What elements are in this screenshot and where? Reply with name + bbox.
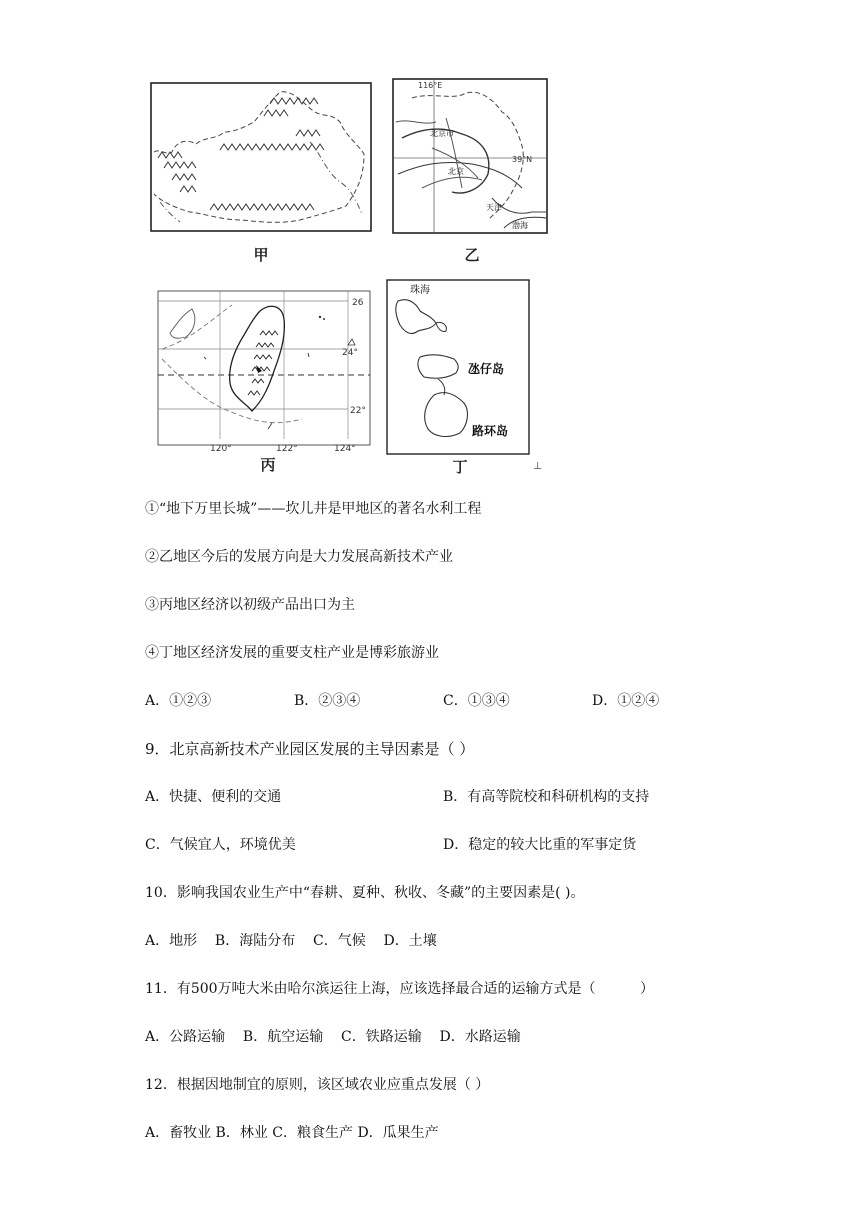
statement-2: ②乙地区今后的发展方向是大力发展高新技术产业 xyxy=(145,549,453,565)
q9-option-b: B．有高等院校和科研机构的支持 xyxy=(443,789,650,805)
small-mark: ⊥ xyxy=(533,461,543,472)
q8-option-b: B．②③④ xyxy=(294,693,361,709)
q8-option-a: A．①②③ xyxy=(145,693,212,709)
q9-stem: 9．北京高新技术产业园区发展的主导因素是（ ） xyxy=(145,740,475,758)
q11-stem: 11．有500万吨大米由哈尔滨运往上海，应该选择最合适的运输方式是（ ） xyxy=(145,981,655,997)
map-bing-caption: 丙 xyxy=(260,456,276,474)
bing-lat-26: 26 xyxy=(352,298,364,308)
statement-3: ③丙地区经济以初级产品出口为主 xyxy=(145,597,355,613)
q12-options: A．畜牧业 B．林业 C．粮食生产 D．瓜果生产 xyxy=(145,1125,439,1141)
map-bing xyxy=(152,289,378,453)
q12-stem: 12．根据因地制宜的原则，该区域农业应重点发展（ ） xyxy=(145,1077,490,1093)
bing-lon-124: 124° xyxy=(334,444,356,453)
q9-option-c: C．气候宜人，环境优美 xyxy=(145,837,296,853)
q9-option-d: D．稳定的较大比重的军事定货 xyxy=(443,837,637,853)
yi-city-tianjin: 天津 xyxy=(486,203,502,212)
ding-coloane: 路环岛 xyxy=(472,424,509,438)
map-jia xyxy=(150,82,372,232)
map-ding-caption: 丁 xyxy=(452,458,468,476)
q10-stem: 10．影响我国农业生产中“春耕、夏种、秋收、冬藏”的主要因素是( )。 xyxy=(145,885,585,901)
bing-lat-24: 24° xyxy=(342,348,358,358)
statement-4: ④丁地区经济发展的重要支柱产业是博彩旅游业 xyxy=(145,645,439,661)
yi-sea-bohai: 渤海 xyxy=(512,221,528,230)
map-ding xyxy=(386,279,530,455)
yi-lat-label: 39°N xyxy=(512,155,533,164)
ding-taipa: 氹仔岛 xyxy=(468,362,505,376)
q10-options: A．地形 B．海陆分布 C．气候 D．土壤 xyxy=(145,933,437,949)
q8-option-c: C．①③④ xyxy=(443,693,510,709)
bing-lon-122: 122° xyxy=(276,444,298,453)
q9-option-a: A．快捷、便利的交通 xyxy=(145,789,282,805)
statement-1: ①“地下万里长城”——坎儿井是甲地区的著名水利工程 xyxy=(145,501,482,517)
yi-lon-label: 116°E xyxy=(418,81,443,90)
bing-lat-22: 22° xyxy=(350,406,366,416)
yi-city-beijing: 北京 xyxy=(448,167,464,176)
ding-zhuhai: 珠海 xyxy=(410,285,430,296)
q8-option-d: D．①②④ xyxy=(592,693,660,709)
map-yi xyxy=(392,78,548,234)
map-jia-caption: 甲 xyxy=(253,246,269,264)
bing-lon-120: 120° xyxy=(210,444,232,453)
map-yi-caption: 乙 xyxy=(464,246,480,264)
yi-city-beijingshi: 北京市 xyxy=(430,129,454,138)
q11-options: A．公路运输 B．航空运输 C．铁路运输 D．水路运输 xyxy=(145,1029,521,1045)
